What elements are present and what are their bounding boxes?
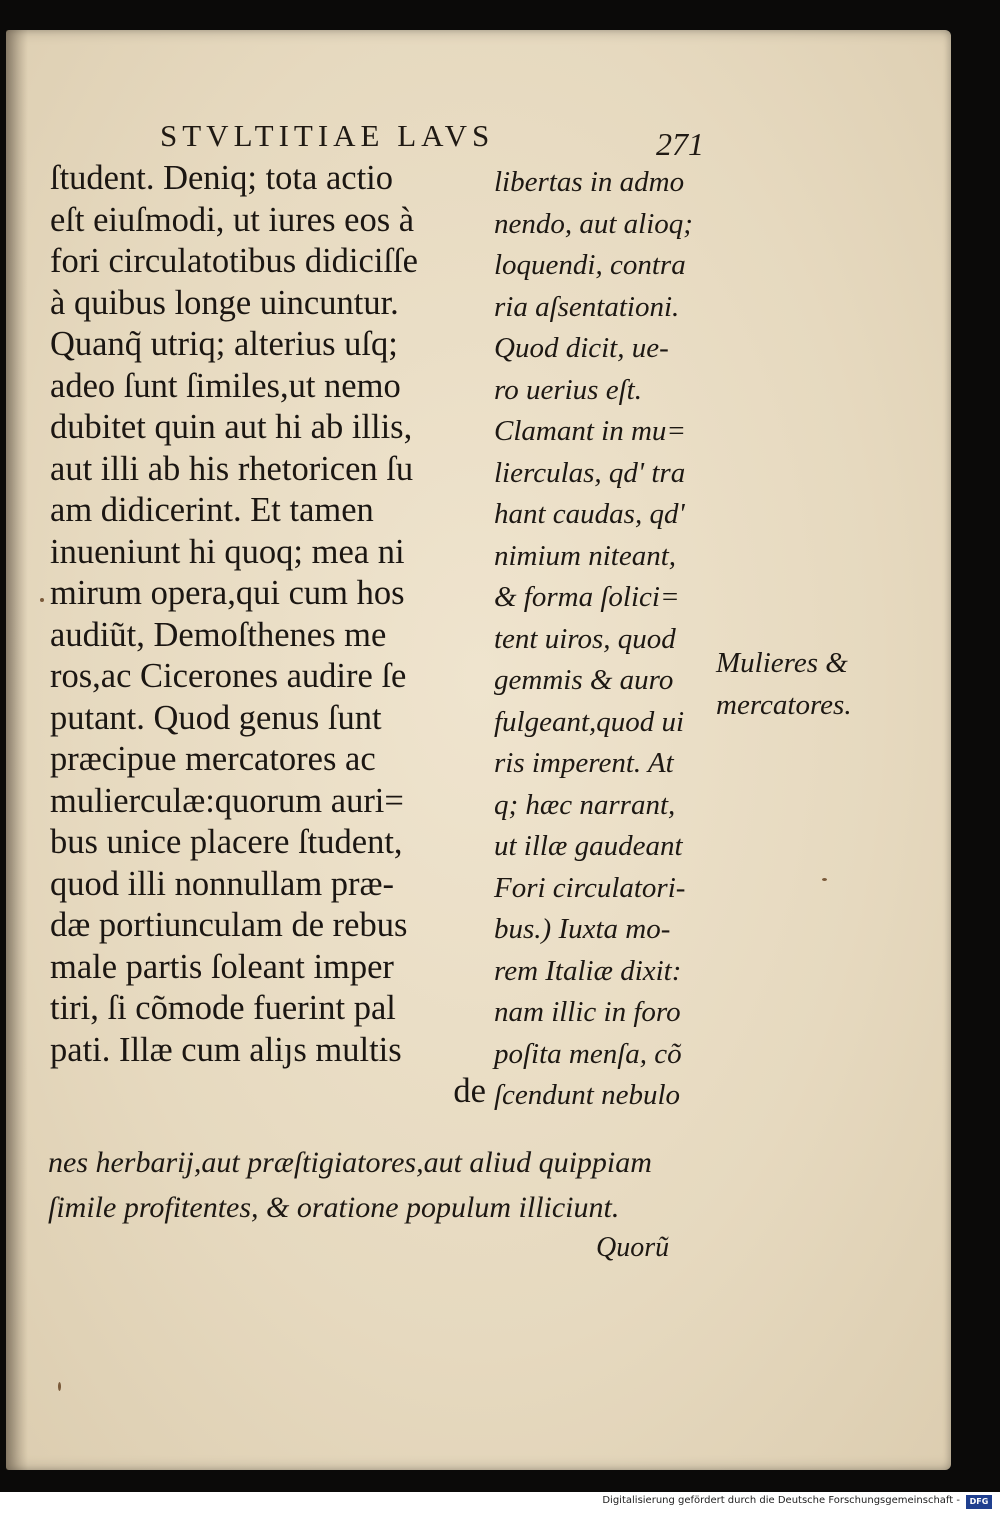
marginal-note-line: mercatores. — [716, 689, 852, 721]
commentary-line: nendo, aut alioq; — [494, 207, 693, 240]
spine-shadow — [6, 30, 28, 1470]
commentary-line: fulgeant,quod ui — [494, 705, 685, 738]
commentary-line: tent uiros, quod — [494, 622, 676, 655]
main-text-line: aut illi ab his rhetoricen ſu — [50, 449, 414, 488]
commentary-line: bus.) Iuxta mo- — [494, 913, 671, 945]
commentary-line: Fori circulatori- — [494, 871, 686, 904]
funding-credit: Digitalisierung gefördert durch die Deutsche Forschungsgemeinschaft - — [602, 1495, 960, 1506]
main-text-line: pati. Illæ cum aliȷs multis — [50, 1030, 402, 1069]
main-text-line: dæ portiunculam de rebus — [50, 906, 408, 944]
commentary-line: & forma ſolici= — [494, 581, 680, 613]
page-number: 271 — [656, 126, 704, 162]
commentary-line: poſita menſa, cõ — [494, 1037, 682, 1070]
main-text-line: audiũt, Demoſthenes me — [50, 615, 387, 654]
main-text-line: am didicerint. Et tamen — [50, 491, 374, 529]
commentary-line: lierculas, qd' tra — [494, 456, 686, 489]
commentary-continuation-line: nes herbarij,aut præſtigiatores,aut aliud quippiam — [48, 1146, 652, 1179]
main-text-line: eſt eiuſmodi, ut iures eos à — [50, 200, 415, 239]
commentary-line: ria aſsentationi. — [494, 290, 680, 323]
main-text-line: Quanq̃ utriq; alterius uſq; — [50, 325, 398, 363]
ink-speck — [58, 1382, 61, 1391]
commentary-line: rem Italiæ dixit: — [494, 954, 682, 987]
main-text-line: ſtudent. Deniq; tota actio — [50, 159, 393, 197]
commentary-line: ris imperent. At — [494, 747, 674, 779]
main-text-line: dubitet quin aut hi ab illis, — [50, 408, 413, 446]
main-text-line: præcipue mercatores ac — [50, 740, 376, 778]
main-text-column — [50, 158, 500, 1113]
main-text-line: quod illi nonnullam præ- — [50, 864, 395, 903]
commentary-line: ro uerius eſt. — [494, 373, 642, 406]
commentary-line: q; hæc narrant, — [494, 788, 676, 821]
main-text-line: à quibus longe uincuntur. — [50, 283, 399, 322]
main-text-line: fori circulatotibus didiciſſe — [50, 242, 418, 280]
main-text-line: mulierculæ:quorum auri= — [50, 781, 404, 820]
commentary-line: ut illæ gaudeant — [494, 830, 683, 862]
running-title: STVLTITIAE LAVS — [160, 118, 495, 153]
commentary-continuation-line: ſimile profitentes, & oratione populum illiciunt. — [48, 1191, 620, 1224]
commentary-line: Quod dicit, ue- — [494, 332, 669, 364]
marginal-note-line: Mulieres & — [716, 647, 848, 679]
commentary-column — [494, 162, 734, 1117]
main-text-line: tiri, ſi cõmode fuerint pal — [50, 989, 396, 1027]
commentary-line: hant caudas, qd' — [494, 498, 685, 530]
commentary-line: loquendi, contra — [494, 249, 686, 281]
main-text-last-line: de — [453, 1072, 486, 1110]
commentary-line: Clamant in mu= — [494, 415, 686, 447]
main-text-line: male partis ſoleant imper — [50, 947, 394, 986]
marginal-note — [716, 642, 886, 726]
dfg-logo-icon: DFG — [966, 1495, 992, 1509]
main-text-line: bus unice placere ſtudent, — [50, 823, 403, 861]
ink-speck — [822, 878, 827, 881]
commentary-continuation — [48, 1140, 748, 1230]
commentary-line: nimium niteant, — [494, 539, 677, 572]
commentary-line: libertas in admo — [494, 166, 685, 198]
main-text-line: adeo ſunt ſimiles,ut nemo — [50, 366, 401, 405]
commentary-line: gemmis & auro — [494, 664, 674, 696]
main-text-line: ros,ac Cicerones audire ſe — [50, 657, 407, 695]
main-text-line: inueniunt hi quoq; mea ni — [50, 532, 405, 571]
main-text-line: mirum opera,qui cum hos — [50, 574, 405, 612]
ink-speck — [40, 598, 44, 602]
catchword: Quorũ — [596, 1232, 670, 1263]
main-text-line: putant. Quod genus ſunt — [50, 698, 382, 737]
commentary-line: nam illic in foro — [494, 996, 681, 1028]
commentary-line: ſcendunt nebulo — [494, 1079, 681, 1111]
